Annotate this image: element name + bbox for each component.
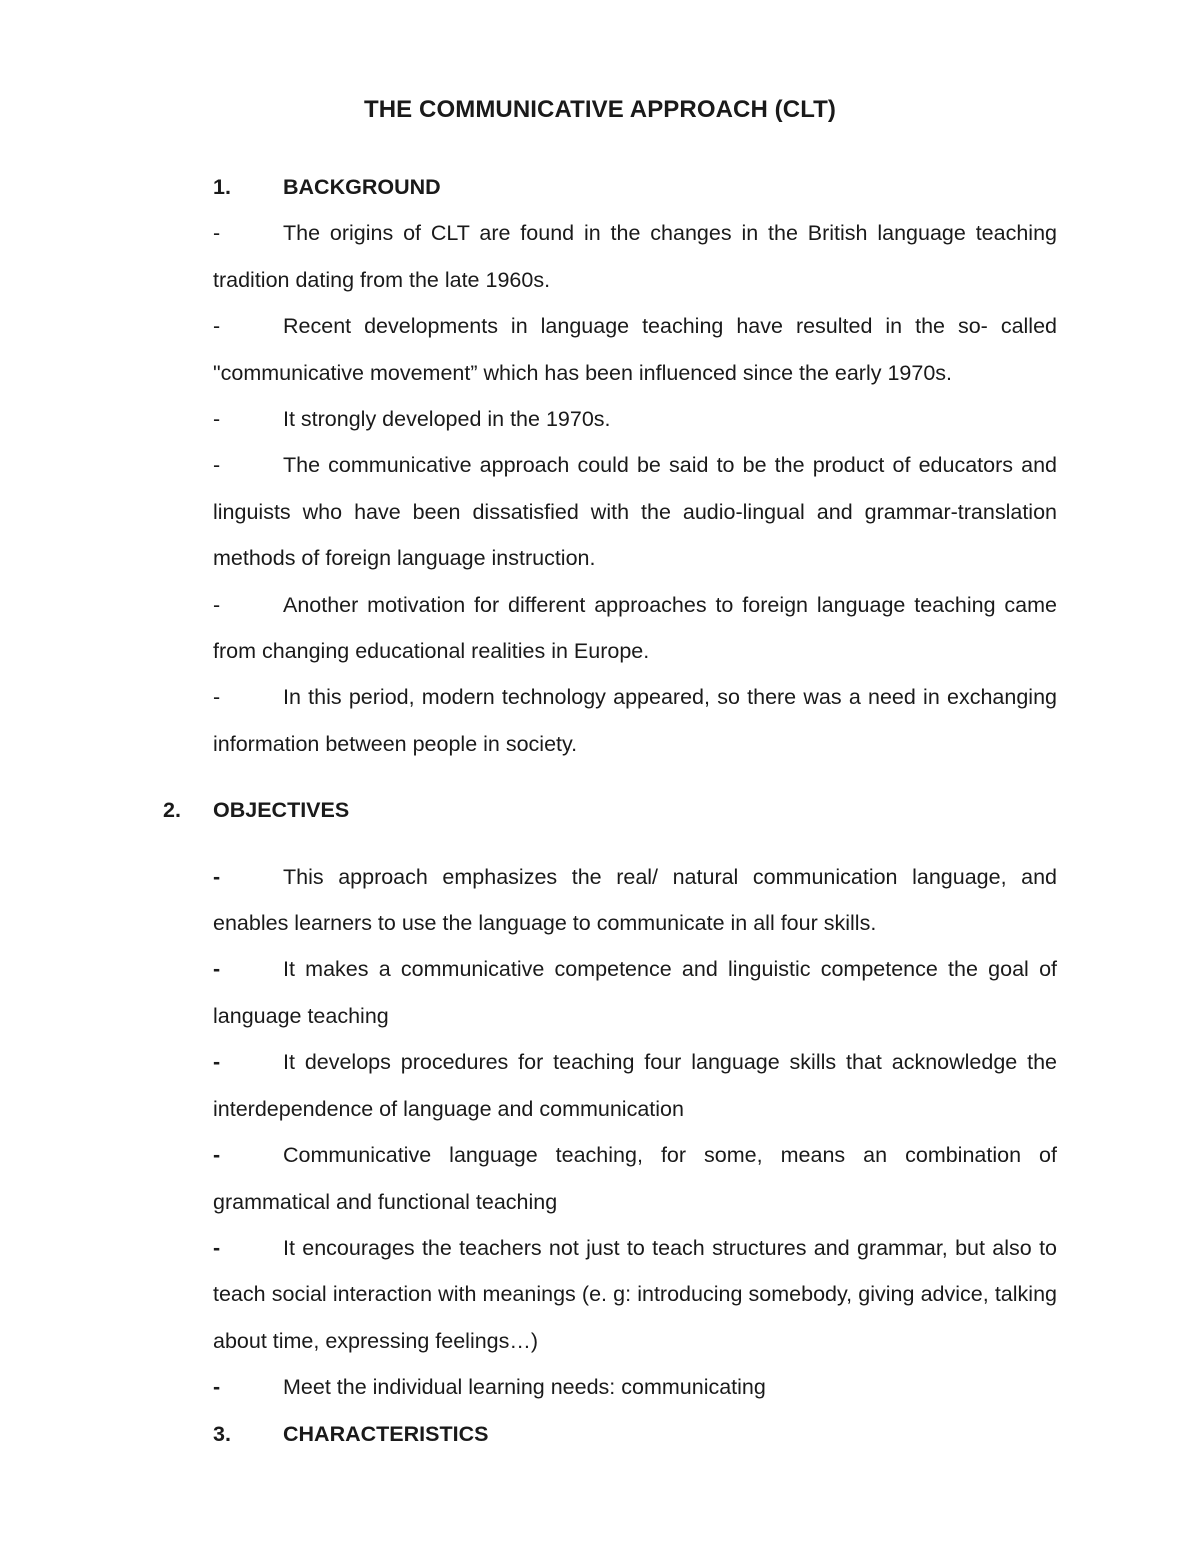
list-item-text: It makes a communicative competence and linguistic competence the goal of language teaching	[213, 957, 1057, 1028]
list-item-text: This approach emphasizes the real/ natural communication language, and enables learners to use the language to communicate in all four skills.	[213, 864, 1057, 936]
section-heading-characteristics	[213, 1411, 1057, 1457]
section-number: 2.	[163, 798, 181, 823]
list-item	[213, 303, 1057, 396]
list-item	[213, 854, 1057, 947]
list-item-text: Another motivation for different approaches to foreign language teaching came from changing educational realities in Europe.	[213, 592, 1057, 664]
section-title: BACKGROUND	[283, 175, 441, 199]
list-item	[213, 442, 1057, 581]
section-heading-background	[213, 164, 1057, 210]
list-item	[213, 1132, 1057, 1225]
section-heading-objectives	[163, 787, 1057, 833]
list-item-text: Communicative language teaching, for some, means an combination of grammatical and functional teaching	[213, 1143, 1057, 1214]
list-item-text: Recent developments in language teaching have resulted in the so- called "communicative movement” which has been influenced since the early 1970s.	[213, 314, 1057, 385]
section-number: 1.	[213, 175, 231, 199]
document-title: THE COMMUNICATIVE APPROACH (CLT)	[363, 96, 837, 123]
bullet-dash: -	[213, 1375, 221, 1400]
section-title: OBJECTIVES	[213, 798, 350, 823]
list-item-text: In this period, modern technology appeared, so there was a need in exchanging information between people in society.	[213, 685, 1057, 756]
list-item	[213, 1364, 1057, 1410]
spacer	[213, 834, 1057, 854]
list-item	[213, 210, 1057, 303]
bullet-dash: -	[213, 1235, 221, 1260]
bullet-dash: -	[213, 453, 221, 478]
bullet-dash: -	[213, 864, 221, 889]
bullet-dash: -	[213, 592, 221, 617]
section-number: 3.	[213, 1421, 231, 1446]
list-item-text: It develops procedures for teaching four language skills that acknowledge the interdependence of language and communication	[213, 1050, 1057, 1121]
list-item-text: Meet the individual learning needs: communicating	[283, 1375, 766, 1400]
list-item	[213, 1225, 1057, 1364]
list-item-text: It encourages the teachers not just to teach structures and grammar, but also to teach social interaction with meanings (e. g: introducing somebody, giving advice, talking about time, expressing feelings…)	[213, 1235, 1057, 1353]
list-item-text: It strongly developed in the 1970s.	[283, 407, 611, 432]
document-body	[163, 164, 1057, 1457]
section-title: CHARACTERISTICS	[283, 1421, 489, 1446]
bullet-dash: -	[213, 407, 221, 432]
list-item	[213, 946, 1057, 1039]
bullet-dash: -	[213, 314, 221, 339]
bullet-dash: -	[213, 221, 221, 246]
list-item	[213, 1039, 1057, 1132]
list-item	[213, 674, 1057, 767]
bullet-dash: -	[213, 957, 221, 982]
bullet-dash: -	[213, 685, 221, 710]
list-item-text: The communicative approach could be said to be the product of educators and linguists who have been dissatisfied with the audio-lingual and grammar-translation methods of foreign language instruction.	[213, 453, 1057, 571]
bullet-dash: -	[213, 1143, 221, 1168]
bullet-dash: -	[213, 1050, 221, 1075]
list-item	[213, 582, 1057, 675]
list-item	[213, 396, 1057, 442]
list-item-text: The origins of CLT are found in the changes in the British language teaching tradition dating from the late 1960s.	[213, 221, 1057, 292]
